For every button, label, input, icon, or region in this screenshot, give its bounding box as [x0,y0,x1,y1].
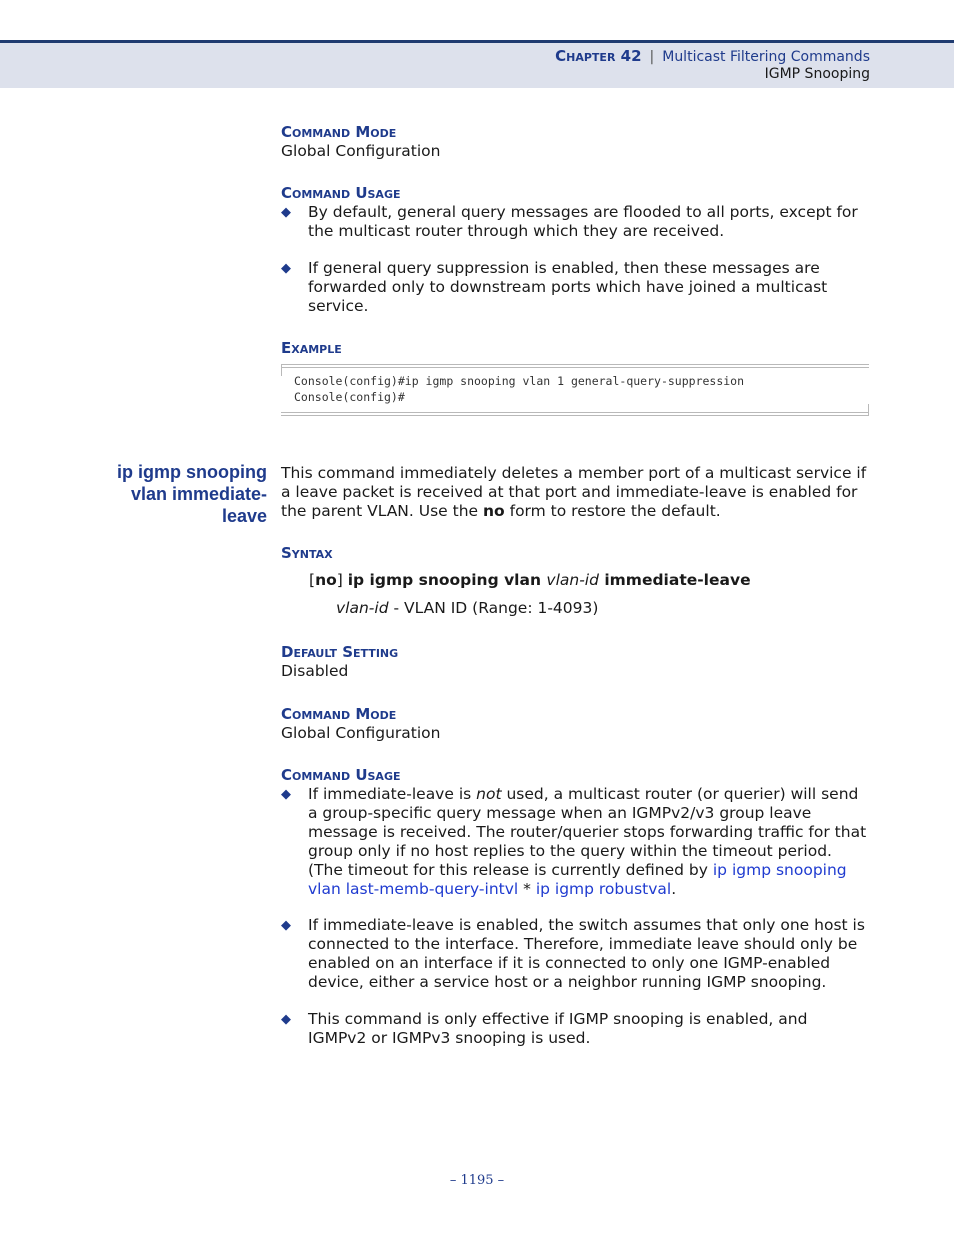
link-last-memb-query-intvl[interactable]: vlan last-memb-query-intvl [308,880,519,898]
default-setting-heading: Default Setting [281,643,399,661]
diamond-bullet-icon: ◆ [281,1012,291,1027]
chapter-label: Chapter 42 [555,47,642,65]
command-usage-heading: Command Usage [281,184,401,202]
diamond-bullet-icon: ◆ [281,787,291,802]
link-robustval[interactable]: ip igmp robustval [535,880,672,898]
page-number: – 1195 – [449,1173,505,1188]
intro-text: the parent VLAN. Use the no form to restore the default. [281,502,721,520]
header-chapter-line [555,47,870,65]
syntax-heading: Syntax [281,544,333,562]
code-line: Console(config)# [294,390,405,404]
page-header [0,40,954,88]
syntax-parameter: vlan-id - VLAN ID (Range: 1-4093) [336,599,599,617]
diamond-bullet-icon: ◆ [281,205,291,220]
header-separator: | [649,49,655,65]
diamond-bullet-icon: ◆ [281,918,291,933]
command-mode-value: Global Configuration [281,142,441,160]
command-side-heading: ip igmp snooping vlan immediate- leave [117,462,267,526]
command-mode-heading: Command Mode [281,705,397,723]
command-mode-value: Global Configuration [281,724,441,742]
diamond-bullet-icon: ◆ [281,261,291,276]
default-setting-value: Disabled [281,662,349,680]
intro-text: This command immediately deletes a member port of a multicast service if [281,464,867,482]
example-heading: Example [281,339,342,357]
code-example-box [281,364,869,416]
section-title: IGMP Snooping [764,66,870,82]
code-line: Console(config)#ip igmp snooping vlan 1 general-query-suppression [294,374,745,388]
chapter-title: Multicast Filtering Commands [662,49,870,65]
command-mode-heading: Command Mode [281,123,397,141]
syntax-line: [no] ip igmp snooping vlan vlan-id immediate-leave [309,571,751,589]
link-last-memb-query-intvl[interactable]: ip igmp snooping [712,861,847,879]
command-usage-heading: Command Usage [281,766,401,784]
intro-text: a leave packet is received at that port and immediate-leave is enabled for [281,483,858,501]
